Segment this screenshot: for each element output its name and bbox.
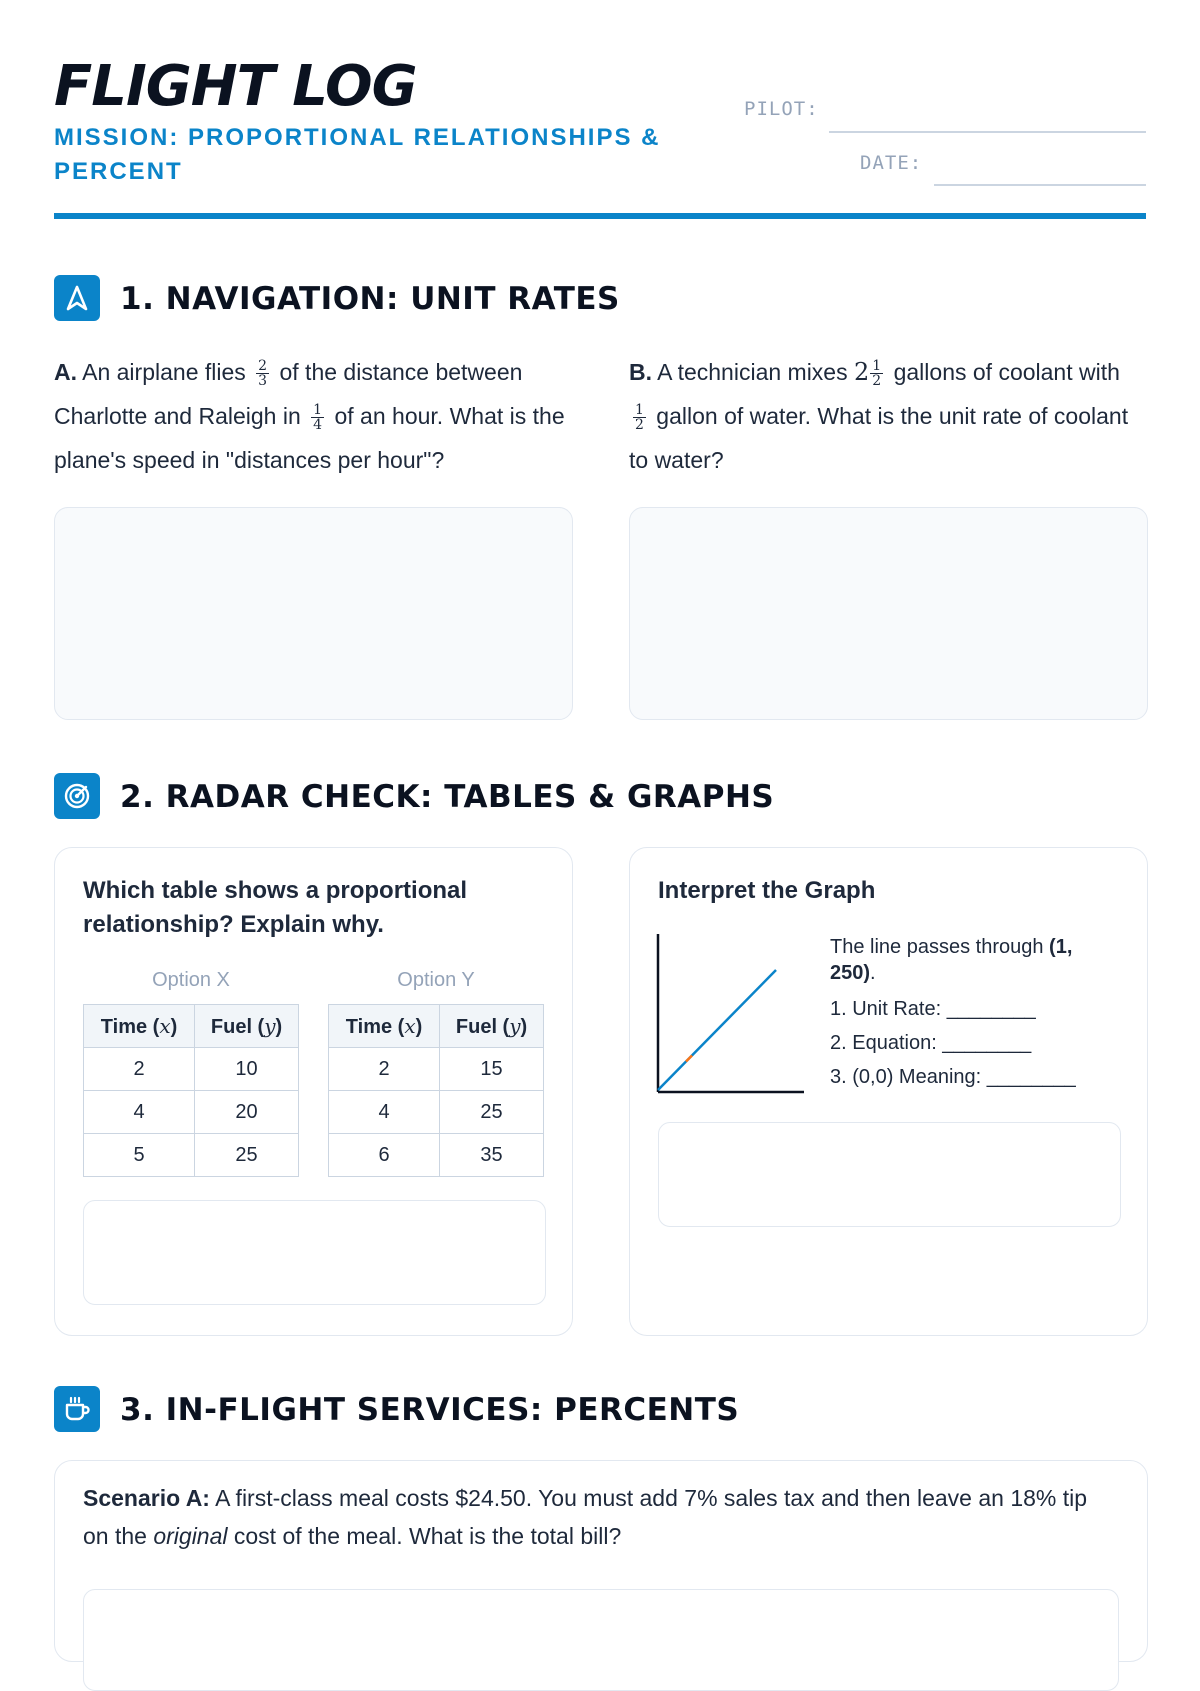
question-b: B. A technician mixes 2 $\frac{1}{2}$ gallons of coolant with $\frac{1}{2}$ gallon of water. What is the unit rate of coolant to water? [629, 358, 1129, 473]
scenario-a-card [54, 1460, 1148, 1662]
section-unit-rates-heading [54, 275, 1146, 323]
option-x-caption: Option X [152, 969, 230, 991]
column-header: Fuel (y) [195, 1005, 299, 1048]
unit-rate-item: 1. Unit Rate: ________ [830, 998, 1036, 1020]
section-title: 2. RADAR CHECK: TABLES & GRAPHS [120, 779, 775, 815]
pilot-label: PILOT: [744, 98, 819, 120]
header [54, 55, 1146, 220]
option-y-caption: Option Y [397, 969, 475, 991]
column-header: Time (x) [84, 1005, 195, 1048]
scenario-a-text: Scenario A: A first-class meal costs $24.50. You must add 7% sales tax and then leave an 18% tip on the original cost of the meal. What is the total bill? [83, 1485, 1088, 1549]
graph-card-title: Interpret the Graph [658, 877, 876, 904]
proportional-line-graph [656, 934, 806, 1096]
graph-questions [830, 934, 1120, 1094]
navigation-arrow-icon [54, 275, 100, 321]
section-radar-heading [54, 773, 1146, 821]
fraction: $\frac{2}{3}$ [258, 358, 268, 390]
header-divider [54, 213, 1146, 219]
date-field[interactable] [934, 184, 1146, 186]
passes-through-text: The line passes through (1, 250). [830, 936, 1073, 984]
answer-box-b[interactable] [629, 507, 1148, 720]
section-title: 1. NAVIGATION: UNIT RATES [120, 281, 620, 317]
tables-prompt: Which table shows a proportional relationship? Explain why. [83, 877, 468, 938]
date-label: DATE: [860, 152, 923, 174]
graph-answer-box[interactable] [658, 1122, 1121, 1227]
answer-box-a[interactable] [54, 507, 573, 720]
table-row: 4 20 [84, 1091, 299, 1134]
pilot-field[interactable] [829, 131, 1146, 133]
scenario-a-answer-box[interactable] [83, 1589, 1119, 1691]
scenario-a-label: Scenario A: [83, 1485, 210, 1511]
column-header: Time (x) [329, 1005, 440, 1048]
mixed-number-whole: 2 [854, 358, 870, 386]
tables-card [54, 847, 573, 1336]
section-percents-heading [54, 1386, 1146, 1434]
highlight-segment [686, 1056, 692, 1062]
origin-meaning-item: 3. (0,0) Meaning: ________ [830, 1066, 1076, 1088]
table-row: 4 25 [329, 1091, 544, 1134]
data-line [658, 970, 776, 1090]
radar-icon [54, 773, 100, 819]
equation-item: 2. Equation: ________ [830, 1032, 1032, 1054]
question-b-label: B. [629, 359, 652, 385]
question-a-label: A. [54, 359, 77, 385]
table-row: 6 35 [329, 1134, 544, 1177]
section-title: 3. IN-FLIGHT SERVICES: PERCENTS [120, 1392, 740, 1428]
fraction: $\frac{1}{2}$ [635, 402, 644, 434]
table-row: 5 25 [84, 1134, 299, 1177]
fraction: $\frac{1}{4}$ [313, 402, 323, 434]
mission-subtitle: MISSION: PROPORTIONAL RELATIONSHIPS & PERCENT [54, 124, 661, 185]
question-a: A. An airplane flies $\frac{2}{3}$ of the distance between Charlotte and Raleigh in $\frac{1}{4}$ of an hour. What is the plane's speed in "distances per hour"? [54, 358, 565, 473]
option-x-table [83, 1004, 299, 1177]
tables-answer-box[interactable] [83, 1200, 546, 1305]
table-row: 2 10 [84, 1048, 299, 1091]
table-row: 2 15 [329, 1048, 544, 1091]
option-y-table [328, 1004, 544, 1177]
column-header: Fuel (y) [440, 1005, 544, 1048]
graph-card [629, 847, 1148, 1336]
page-title: FLIGHT LOG [54, 54, 417, 119]
fraction: $\frac{1}{2}$ [872, 358, 882, 390]
coffee-cup-icon [54, 1386, 100, 1432]
